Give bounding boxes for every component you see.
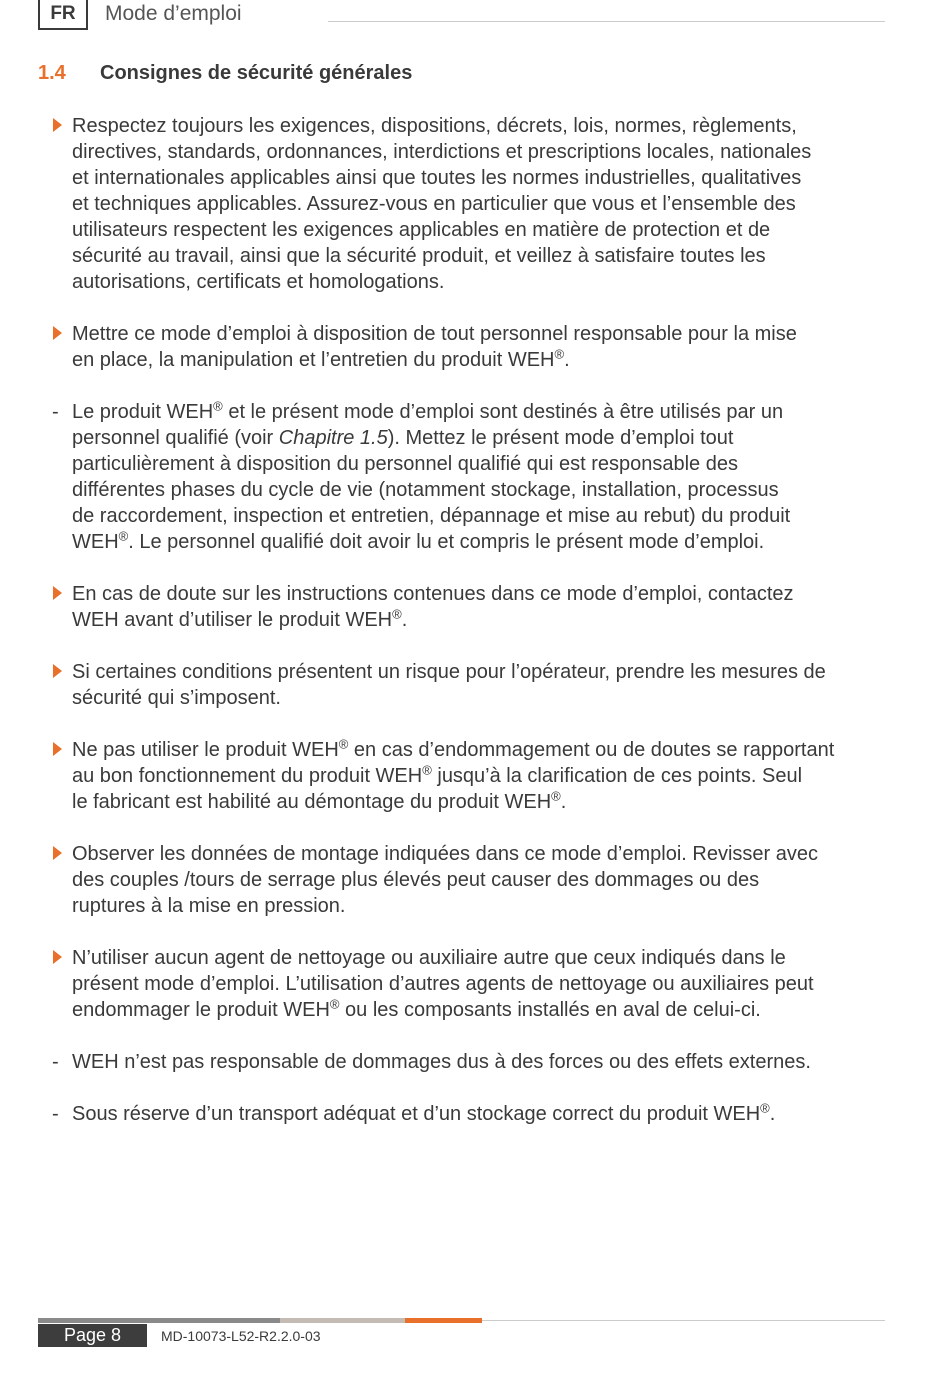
list-item: [48, 737, 888, 815]
registered-mark: ®: [392, 606, 402, 622]
page-footer: [38, 1316, 885, 1356]
text-run: .: [769, 1103, 776, 1125]
document-code: MD-10073-L52-R2.2.0-03: [161, 1328, 321, 1344]
list-item-text: [72, 323, 797, 371]
language-badge: FR: [38, 0, 88, 30]
text-run: N’utiliser aucun agent de nettoyage ou auxiliaire autre que ceux indiqués dans le présent mode d’emploi. L’utilisation d’autres agents de nettoyage ou auxiliaires peut endommager le produit WEH: [72, 947, 814, 1021]
registered-mark: ®: [554, 346, 565, 362]
text-run: .: [564, 349, 570, 371]
text-run: Si certaines conditions présentent un risque pour l’opérateur, prendre les mesures de sécurité qui s’imposent.: [72, 661, 826, 709]
text-run: ). Mettez le présent mode d’emploi tout particulièrement à disposition du personnel qualifié qui est responsable des différentes phases du cycle de vie (notamment stockage, installation, processus de raccordement, inspection et entretien, dépannage et mise au rebut) du produit WEH: [72, 427, 791, 553]
text-run: et le présent mode d’emploi sont destinés à être utilisés par un personnel qualifié (voir: [72, 401, 784, 449]
list-item-text: [72, 843, 818, 917]
bullet-arrow-icon: [53, 742, 62, 756]
list-item-text: [72, 661, 826, 709]
document-type: Mode d’emploi: [105, 2, 242, 25]
list-item: [48, 321, 888, 373]
text-run: En cas de doute sur les instructions contenues dans ce mode d’emploi, contactez WEH avant d’utiliser le produit WEH: [72, 583, 794, 631]
text-run: Le produit WEH: [72, 401, 214, 423]
text-run: ou les composants installés en aval de celui-ci.: [339, 999, 761, 1021]
text-run: .: [560, 791, 567, 813]
footer-bar-segment: [38, 1318, 280, 1323]
bullet-dash-icon: -: [52, 401, 59, 423]
section-title: [38, 62, 412, 85]
registered-mark: ®: [551, 788, 561, 804]
registered-mark: ®: [338, 736, 349, 752]
list-item-text: [72, 583, 794, 631]
safety-instructions-list: [48, 113, 888, 1153]
bullet-dash-icon: -: [52, 1103, 59, 1125]
text-run: Mettre ce mode d’emploi à disposition de tout personnel responsable pour la mise en place, la manipulation et l’entretien du produit WEH: [72, 323, 797, 371]
bullet-arrow-icon: [53, 586, 62, 600]
footer-divider: [482, 1320, 885, 1321]
text-run: . Le personnel qualifié doit avoir lu et compris le présent mode d’emploi.: [128, 531, 765, 553]
chapter-reference: Chapitre 1.5: [278, 427, 388, 449]
list-item: [48, 1049, 888, 1075]
list-item: [48, 659, 888, 711]
bullet-arrow-icon: [53, 950, 62, 964]
footer-bar-accent: [405, 1318, 482, 1323]
list-item-text: [72, 398, 791, 553]
list-item: [48, 945, 888, 1023]
page-number: Page 8: [38, 1324, 147, 1347]
list-item: [48, 113, 888, 295]
list-item: [48, 841, 888, 919]
section-heading: Consignes de sécurité générales: [100, 62, 413, 84]
section-number: 1.4: [38, 62, 66, 84]
list-item-text: [72, 736, 835, 813]
bullet-arrow-icon: [53, 664, 62, 678]
list-item-text: [72, 1051, 811, 1073]
list-item: [48, 399, 888, 555]
list-item: [48, 1101, 888, 1127]
list-item-text: [72, 947, 814, 1021]
text-run: Respectez toujours les exigences, dispositions, décrets, lois, normes, règlements, directives, standards, ordonnances, interdictions et prescriptions locales, nationales et internationales applicables ainsi que toutes les normes industrielles, qualitatives et techniques applicables. Assurez-vous en particulier que vous et l’ensemble des utilisateurs respectent les exigences applicables en matière de protection et de sécurité au travail, ainsi que la sécurité produit, et veillez à satisfaire toutes les autorisations, certificats et homologations.: [72, 115, 812, 293]
list-item-text: [72, 115, 811, 293]
footer-bar-segment: [280, 1318, 405, 1323]
bullet-dash-icon: -: [52, 1051, 59, 1073]
page-header: [38, 0, 885, 32]
bullet-arrow-icon: [53, 846, 62, 860]
text-run: Ne pas utiliser le produit WEH: [72, 739, 339, 761]
text-run: jusqu’à la clarification de ces points. Seul le fabricant est habilité au démontage du produit WEH: [72, 765, 803, 813]
text-run: .: [401, 609, 408, 631]
text-run: en cas d’endommagement ou de doutes se rapportant au bon fonctionnement du produit WEH: [72, 739, 835, 787]
text-run: WEH n’est pas responsable de dommages dus à des forces ou des effets externes.: [72, 1051, 811, 1073]
text-run: Sous réserve d’un transport adéquat et d’un stockage correct du produit WEH: [72, 1103, 761, 1125]
list-item: [48, 581, 888, 633]
registered-mark: ®: [118, 528, 129, 544]
registered-mark: ®: [422, 762, 432, 778]
header-divider: [328, 21, 885, 22]
bullet-arrow-icon: [53, 326, 62, 340]
registered-mark: ®: [329, 996, 340, 1012]
text-run: Observer les données de montage indiquées dans ce mode d’emploi. Revisser avec des couples /tours de serrage plus élevés peut causer des dommages ou des ruptures à la mise en pression.: [72, 843, 818, 917]
registered-mark: ®: [213, 398, 223, 414]
registered-mark: ®: [760, 1100, 770, 1116]
bullet-arrow-icon: [53, 118, 62, 132]
list-item-text: [72, 1100, 776, 1125]
